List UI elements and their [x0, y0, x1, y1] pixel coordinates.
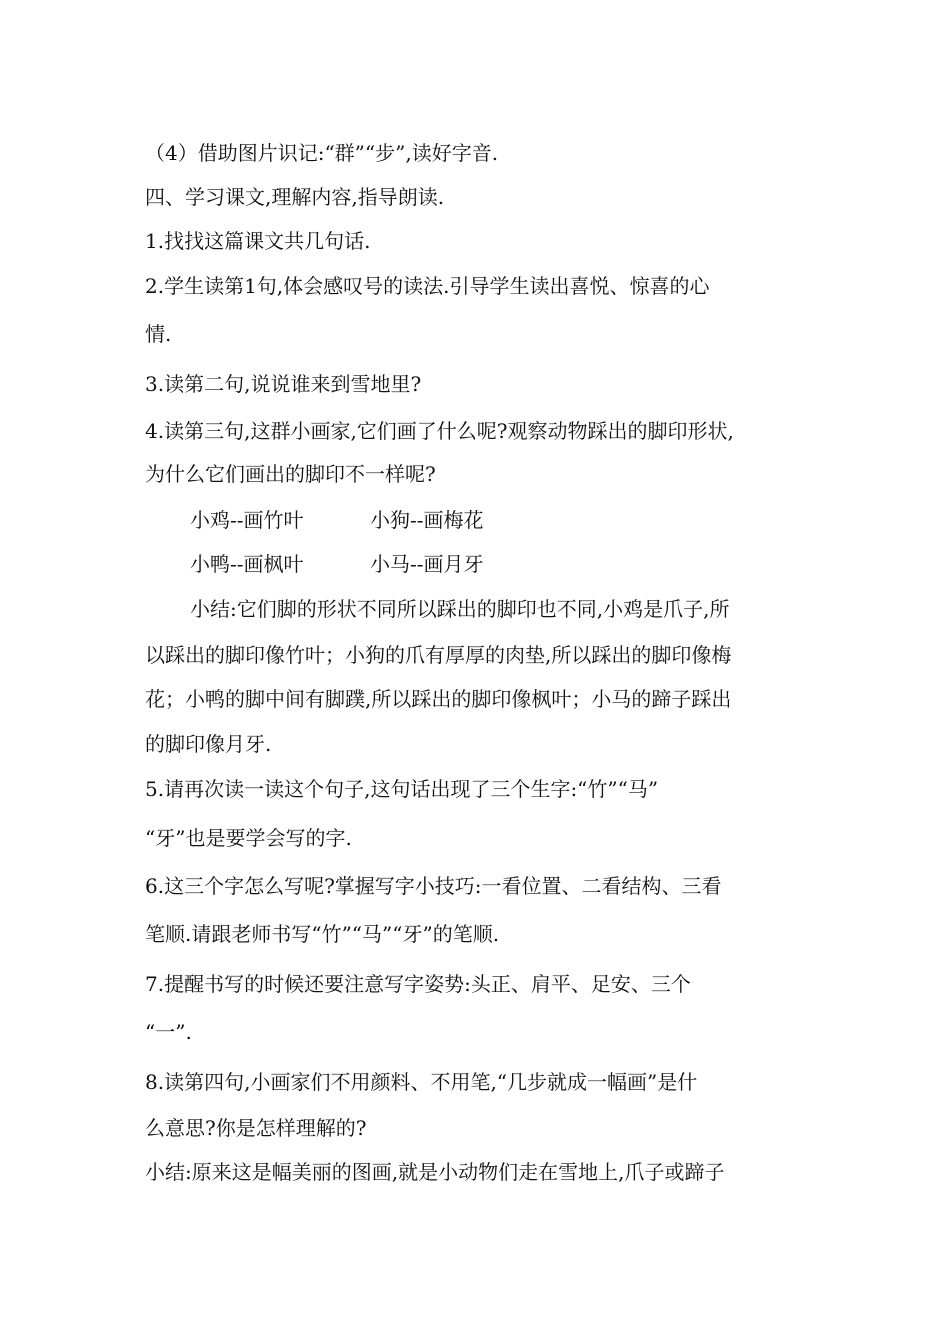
text-line: 8.读第四句,小画家们不用颜料、不用笔,“几步就成一幅画”是什 — [145, 1070, 698, 1094]
text-line: 3.读第二句,说说谁来到雪地里? — [145, 372, 422, 396]
text-line: 情. — [145, 322, 172, 346]
text-line: 5.请再次读一读这个句子,这句话出现了三个生字:“竹”“马” — [145, 777, 659, 801]
text-line: （4）借助图片识记:“群”“步”,读好字音. — [145, 141, 499, 165]
text-line: 小结:原来这是幅美丽的图画,就是小动物们走在雪地上,爪子或蹄子 — [145, 1160, 725, 1184]
text-line: 小鸭--画枫叶 — [190, 552, 304, 576]
text-line: 四、学习课文,理解内容,指导朗读. — [145, 185, 445, 209]
text-line: 小狗--画梅花 — [370, 508, 484, 532]
text-line: 的脚印像月牙. — [145, 732, 272, 756]
text-line: 小结:它们脚的形状不同所以踩出的脚印也不同,小鸡是爪子,所 — [190, 597, 730, 621]
text-line: 2.学生读第1句,体会感叹号的读法.引导学生读出喜悦、惊喜的心 — [145, 274, 710, 298]
text-line: 么意思?你是怎样理解的? — [145, 1116, 367, 1140]
text-line: “一”. — [145, 1020, 192, 1044]
text-line: 为什么它们画出的脚印不一样呢? — [145, 462, 436, 486]
text-line: 7.提醒书写的时候还要注意写字姿势:头正、肩平、足安、三个 — [145, 972, 691, 996]
text-line: 小马--画月牙 — [370, 552, 484, 576]
text-line: 笔顺.请跟老师书写“竹”“马”“牙”的笔顺. — [145, 922, 500, 946]
text-line: 6.这三个字怎么写呢?掌握写字小技巧:一看位置、二看结构、三看 — [145, 874, 722, 898]
text-line: 小鸡--画竹叶 — [190, 508, 304, 532]
text-line: 4.读第三句,这群小画家,它们画了什么呢?观察动物踩出的脚印形状, — [145, 419, 734, 443]
text-line: 以踩出的脚印像竹叶；小狗的爪有厚厚的肉垫,所以踩出的脚印像梅 — [145, 643, 732, 667]
text-line: 1.找找这篇课文共几句话. — [145, 229, 371, 253]
text-line: “牙”也是要学会写的字. — [145, 826, 352, 850]
text-line: 花；小鸭的脚中间有脚蹼,所以踩出的脚印像枫叶；小马的蹄子踩出 — [145, 687, 732, 711]
